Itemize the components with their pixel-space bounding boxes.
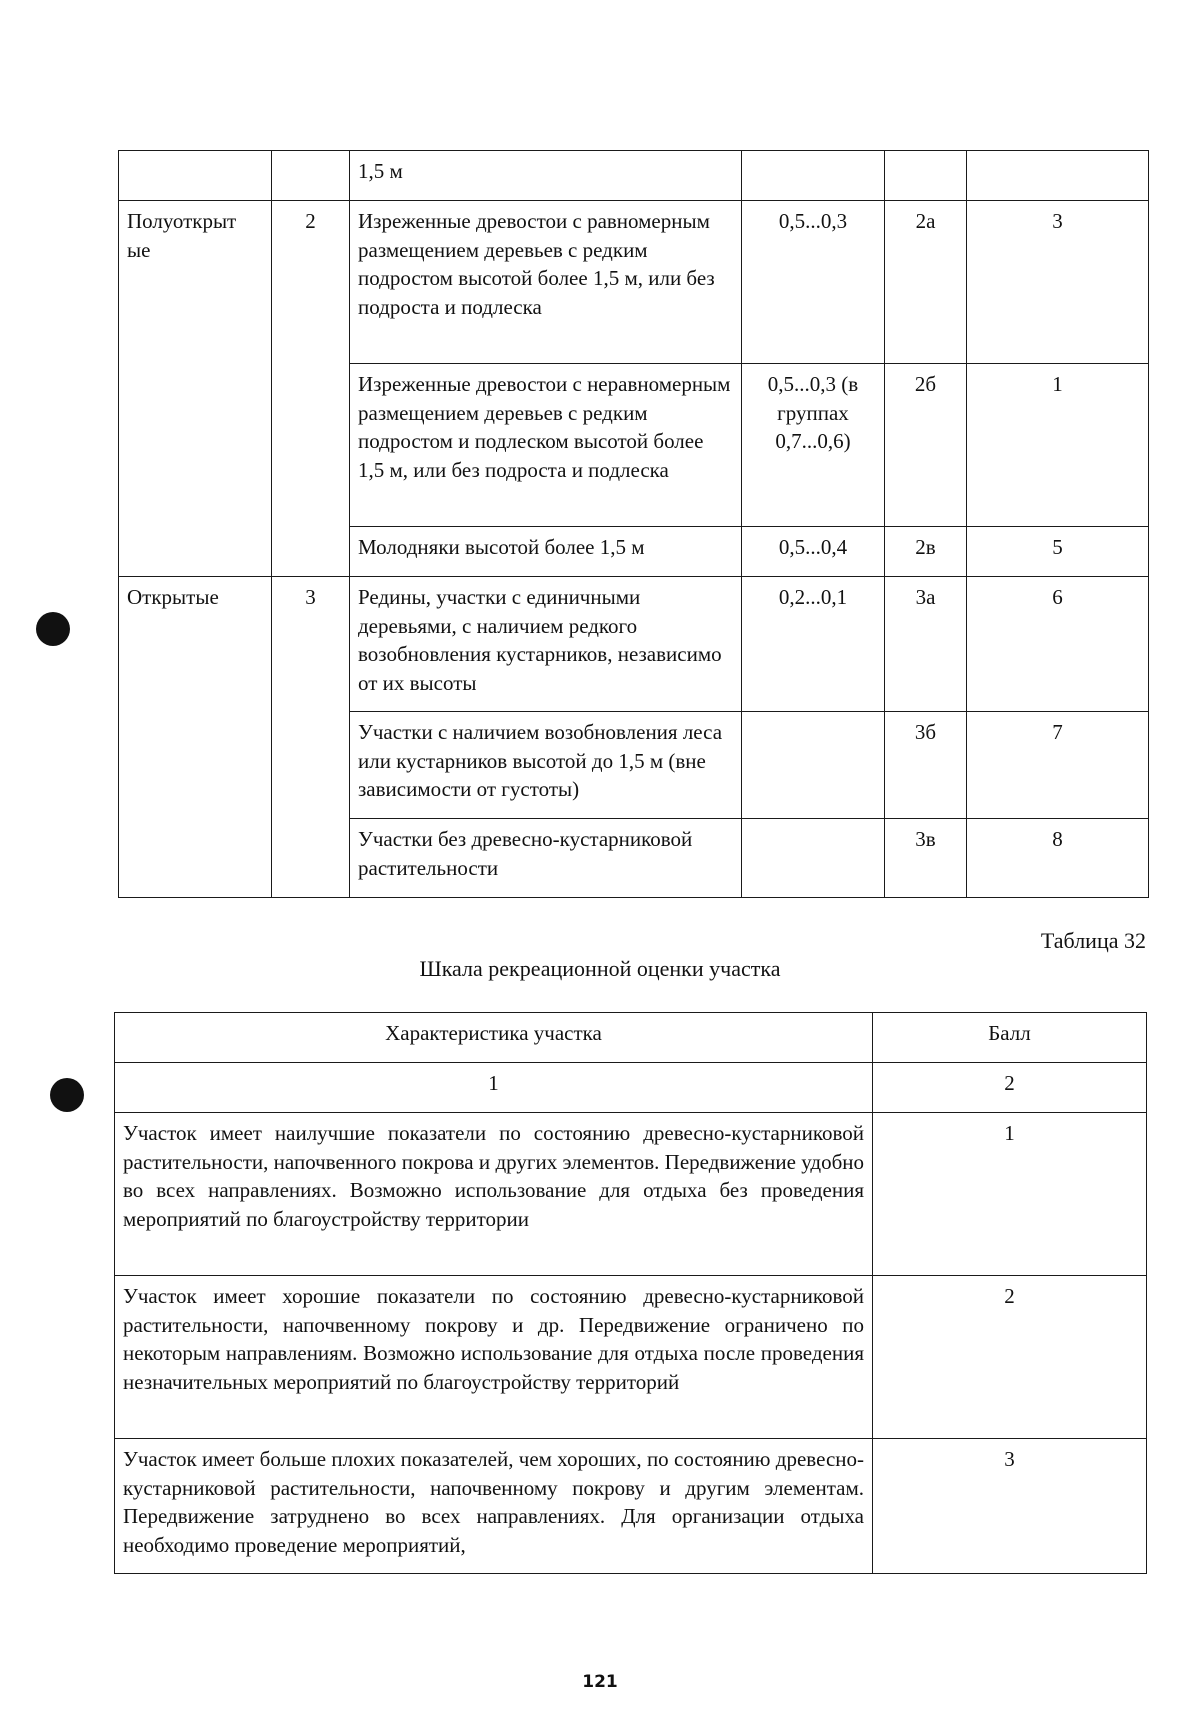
characteristic-cell: Участок имеет хорошие показатели по состоянию древесно-кустарниковой растительности, напочвенному покрову и др. Передвижение ограничено по некоторым направлениям. Возможно использование для отдыха после проведения незначительных мероприятий по благоустройству территорий <box>115 1276 873 1439</box>
table-row <box>119 577 1149 712</box>
table-row <box>119 151 1149 201</box>
table-row <box>115 1276 1147 1439</box>
subclass-cell: 2в <box>885 527 967 577</box>
density-cell <box>742 151 885 201</box>
group-cell: Открытые <box>119 577 272 898</box>
table-title: Шкала рекреационной оценки участка <box>419 956 781 981</box>
description-cell: Изреженные древостои с неравномерным размещением деревьев с редким подростом и подлеском высотой более 1,5 м, или без подроста и подлеска <box>350 364 742 527</box>
density-cell: 0,5...0,4 <box>742 527 885 577</box>
table-row <box>115 1113 1147 1276</box>
density-cell: 0,2...0,1 <box>742 577 885 712</box>
score-cell: 6 <box>967 577 1149 712</box>
code-cell: 2 <box>272 201 350 577</box>
description-cell: Молодняки высотой более 1,5 м <box>350 527 742 577</box>
score-cell: 3 <box>967 201 1149 364</box>
subclass-cell: 2б <box>885 364 967 527</box>
score-cell: 1 <box>967 364 1149 527</box>
score-cell: 8 <box>967 819 1149 898</box>
characteristic-cell: Участок имеет больше плохих показателей, чем хороших, по состоянию древесно-кустарниковой растительности, напочвенному покрову и другим элементам. Передвижение затруднено во всех направлениях. Для организации отдыха необходимо проведение мероприятий, <box>115 1439 873 1574</box>
table-row <box>115 1439 1147 1574</box>
description-cell: Редины, участки с единичными деревьями, с наличием редкого возобновления кустарников, независимо от их высоты <box>350 577 742 712</box>
column-number: 1 <box>115 1063 873 1113</box>
recreation-score-table <box>114 1012 1147 1574</box>
subclass-cell: 3в <box>885 819 967 898</box>
score-cell: 7 <box>967 712 1149 819</box>
subclass-cell: 3а <box>885 577 967 712</box>
subclass-cell <box>885 151 967 201</box>
table-row <box>119 201 1149 364</box>
subclass-cell: 3б <box>885 712 967 819</box>
forest-openness-table <box>118 150 1149 898</box>
characteristic-cell: Участок имеет наилучшие показатели по состоянию древесно-кустарниковой растительности, напочвенного покрова и других элементов. Передвижение удобно во всех направлениях. Возможно использование для отдыха без проведения мероприятий по благоустройству территории <box>115 1113 873 1276</box>
header-score: Балл <box>873 1013 1147 1063</box>
density-cell: 0,5...0,3 (в группах 0,7...0,6) <box>742 364 885 527</box>
score-cell: 1 <box>873 1113 1147 1276</box>
score-cell <box>967 151 1149 201</box>
column-number: 2 <box>873 1063 1147 1113</box>
group-cell: Полуоткрыт ые <box>119 201 272 577</box>
table-header-row <box>115 1013 1147 1063</box>
description-cell: Участки без древесно-кустарниковой растительности <box>350 819 742 898</box>
page-number: 121 <box>582 1672 618 1692</box>
binder-hole <box>36 612 70 646</box>
code-cell: 3 <box>272 577 350 898</box>
subclass-cell: 2а <box>885 201 967 364</box>
description-cell: Изреженные древостои с равномерным размещением деревьев с редким подростом высотой более 1,5 м, или без подроста и подлеска <box>350 201 742 364</box>
density-cell: 0,5...0,3 <box>742 201 885 364</box>
density-cell <box>742 712 885 819</box>
column-numbering-row <box>115 1063 1147 1113</box>
density-cell <box>742 819 885 898</box>
table-number: Таблица 32 <box>1040 928 1146 953</box>
score-cell: 3 <box>873 1439 1147 1574</box>
score-cell: 5 <box>967 527 1149 577</box>
description-cell: 1,5 м <box>350 151 742 201</box>
code-cell <box>272 151 350 201</box>
group-cell <box>119 151 272 201</box>
score-cell: 2 <box>873 1276 1147 1439</box>
description-cell: Участки с наличием возобновления леса или кустарников высотой до 1,5 м (вне зависимости от густоты) <box>350 712 742 819</box>
header-characteristic: Характеристика участка <box>115 1013 873 1063</box>
binder-hole <box>50 1078 84 1112</box>
